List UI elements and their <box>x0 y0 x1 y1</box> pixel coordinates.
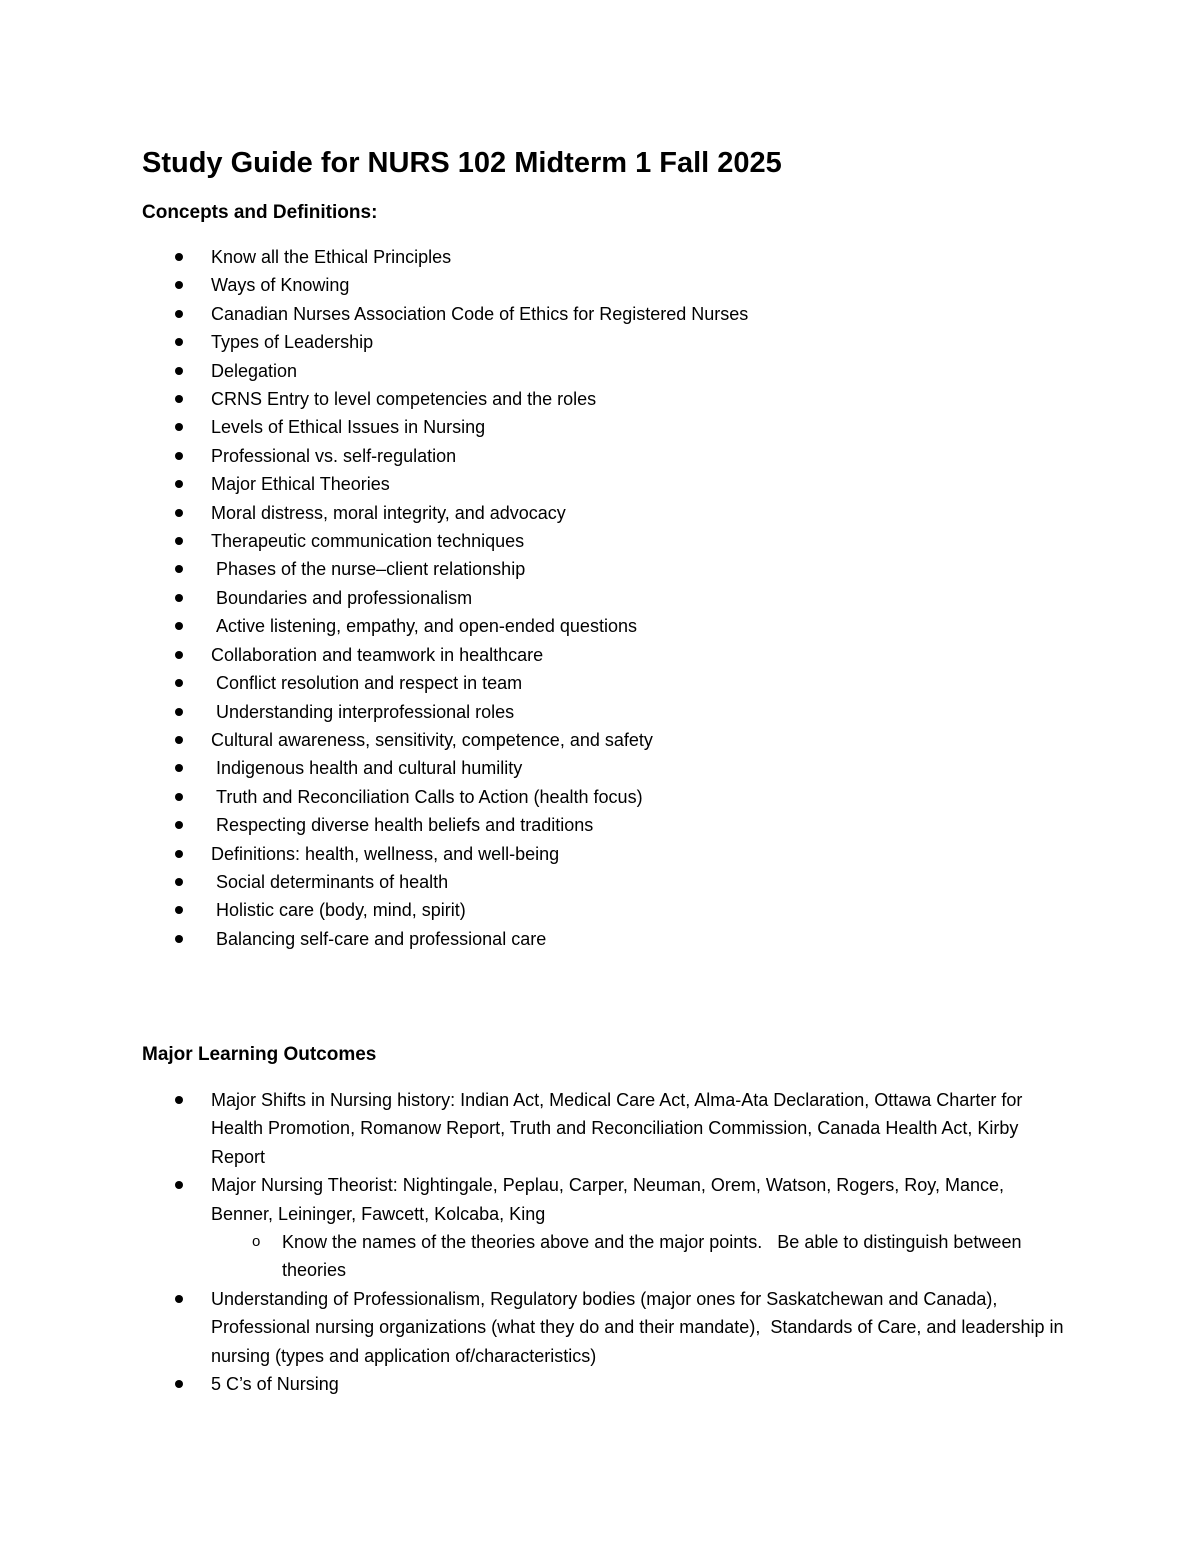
bullet-icon <box>175 1096 183 1104</box>
list-item: Conflict resolution and respect in team <box>0 669 1071 697</box>
concepts-heading: Concepts and Definitions: <box>142 202 378 223</box>
list-item: Cultural awareness, sensitivity, competence, and safety <box>0 726 1071 754</box>
bullet-icon <box>175 793 183 801</box>
list-item: Boundaries and professionalism <box>0 584 1071 612</box>
theorist-sub-list <box>211 1228 1071 1285</box>
bullet-icon <box>175 310 183 318</box>
bullet-icon <box>175 764 183 772</box>
list-item: Collaboration and teamwork in healthcare <box>0 641 1071 669</box>
circle-bullet-icon: o <box>252 1233 261 1251</box>
bullet-icon <box>175 651 183 659</box>
bullet-icon <box>175 565 183 573</box>
list-item: Ways of Knowing <box>0 271 1071 299</box>
bullet-icon <box>175 281 183 289</box>
list-item: Major Shifts in Nursing history: Indian Act, Medical Care Act, Alma-Ata Declaration, Ottawa Charter for Health Promotion, Romanow Report, Truth and Reconciliation Commission, Canada Health Act, Kirby Report <box>0 1086 1071 1171</box>
list-item: Truth and Reconciliation Calls to Action (health focus) <box>0 783 1071 811</box>
bullet-icon <box>175 679 183 687</box>
document-title: Study Guide for NURS 102 Midterm 1 Fall 2025 <box>142 147 782 179</box>
list-item: Definitions: health, wellness, and well-being <box>0 840 1071 868</box>
list-item: Major Nursing Theorist: Nightingale, Peplau, Carper, Neuman, Orem, Watson, Rogers, Roy, Mance, Benner, Leininger, Fawcett, Kolcaba, King o Know the names of the theories above and the major points. Be able to distinguish between theories <box>0 1171 1071 1285</box>
bullet-icon <box>175 253 183 261</box>
bullet-icon <box>175 452 183 460</box>
bullet-icon <box>175 622 183 630</box>
list-item: Therapeutic communication techniques <box>0 527 1071 555</box>
bullet-icon <box>175 1181 183 1189</box>
list-item: Know all the Ethical Principles <box>0 243 1071 271</box>
bullet-icon <box>175 537 183 545</box>
list-item: Indigenous health and cultural humility <box>0 754 1071 782</box>
list-item: Social determinants of health <box>0 868 1071 896</box>
bullet-icon <box>175 367 183 375</box>
bullet-icon <box>175 878 183 886</box>
bullet-icon <box>175 906 183 914</box>
list-item: Understanding of Professionalism, Regulatory bodies (major ones for Saskatchewan and Canada), Professional nursing organizations (what they do and their mandate), Standards of Care, and leadership in nursing (types and application of/characteristics) <box>0 1285 1071 1370</box>
bullet-icon <box>175 821 183 829</box>
outcomes-heading: Major Learning Outcomes <box>142 1044 377 1065</box>
list-item: CRNS Entry to level competencies and the roles <box>0 385 1071 413</box>
bullet-icon <box>175 338 183 346</box>
bullet-icon <box>175 736 183 744</box>
bullet-icon <box>175 594 183 602</box>
list-item: Delegation <box>0 357 1071 385</box>
bullet-icon <box>175 395 183 403</box>
bullet-icon <box>175 423 183 431</box>
list-item: Balancing self-care and professional care <box>0 925 1071 953</box>
list-item: Major Ethical Theories <box>0 470 1071 498</box>
bullet-icon <box>175 935 183 943</box>
bullet-icon <box>175 509 183 517</box>
list-item: Active listening, empathy, and open-ended questions <box>0 612 1071 640</box>
list-item: Respecting diverse health beliefs and traditions <box>0 811 1071 839</box>
list-item: 5 C’s of Nursing <box>0 1370 1071 1398</box>
bullet-icon <box>175 708 183 716</box>
outcomes-list <box>0 1086 1071 1398</box>
list-item: Professional vs. self-regulation <box>0 442 1071 470</box>
list-item: Phases of the nurse–client relationship <box>0 555 1071 583</box>
list-item: Holistic care (body, mind, spirit) <box>0 896 1071 924</box>
bullet-icon <box>175 1295 183 1303</box>
list-item: Types of Leadership <box>0 328 1071 356</box>
list-item: Levels of Ethical Issues in Nursing <box>0 413 1071 441</box>
concepts-list <box>0 243 1071 953</box>
bullet-icon <box>175 480 183 488</box>
sub-list-item: o Know the names of the theories above and the major points. Be able to distinguish between theories <box>211 1228 1032 1285</box>
bullet-icon <box>175 1380 183 1388</box>
list-item: Understanding interprofessional roles <box>0 698 1071 726</box>
bullet-icon <box>175 850 183 858</box>
list-item: Canadian Nurses Association Code of Ethics for Registered Nurses <box>0 300 1071 328</box>
list-item: Moral distress, moral integrity, and advocacy <box>0 499 1071 527</box>
